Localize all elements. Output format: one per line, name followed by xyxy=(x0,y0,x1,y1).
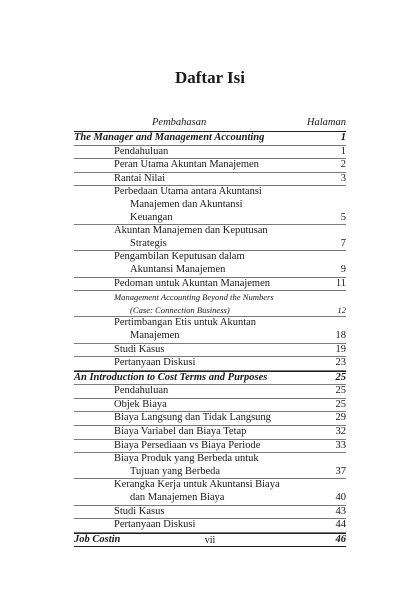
toc-entry-row xyxy=(74,251,346,264)
toc-entry-title: Pedoman untuk Akuntan Manajemen xyxy=(114,277,271,289)
toc-entry-page: 25 xyxy=(335,371,346,383)
page-number: vii xyxy=(204,535,216,546)
toc-entry-row xyxy=(74,173,346,187)
toc-entry-row xyxy=(74,440,346,454)
toc-entry-row xyxy=(74,492,346,506)
toc-entry-title: Pengambilan Keputusan dalam xyxy=(114,251,245,263)
toc-entry-page: 33 xyxy=(335,439,346,451)
toc-entry-row xyxy=(74,186,346,199)
toc-entry-page: 32 xyxy=(335,426,346,438)
toc-entry-title: Peran Utama Akuntan Manajemen xyxy=(114,159,259,171)
toc-entry-title: Pertimbangan Etis untuk Akuntan xyxy=(114,317,257,329)
toc-entry-title: Manajemen dan Akuntansi xyxy=(130,198,243,210)
toc-entry-title: Pertanyaan Diskusi xyxy=(114,357,196,369)
toc-entry-row xyxy=(74,159,346,173)
toc-entry-title: Biaya Langsung dan Tidak Langsung xyxy=(114,412,271,424)
toc-entry-title: Studi Kasus xyxy=(114,505,165,517)
toc-entry-row xyxy=(74,225,346,238)
toc-entry-row xyxy=(74,317,346,330)
toc-entry-title: Keuangan xyxy=(130,211,173,223)
toc-rows xyxy=(74,132,346,547)
toc-entry-title: Management Accounting Beyond the Numbers xyxy=(114,292,274,303)
toc-entry-row xyxy=(74,479,346,492)
toc-entry-page: 44 xyxy=(335,519,346,531)
toc-entry-title: Biaya Persediaan vs Biaya Periode xyxy=(114,439,261,451)
toc-entry-page: 37 xyxy=(335,465,346,477)
toc-entry-row xyxy=(74,199,346,212)
toc-entry-title: Kerangka Kerja untuk Akuntansi Biaya xyxy=(114,479,280,491)
toc-entry-row xyxy=(74,238,346,252)
toc-entry-title: Job Costin xyxy=(74,533,121,545)
toc-entry-row xyxy=(74,212,346,226)
toc-entry-page: 9 xyxy=(340,263,346,275)
toc-chapter-row xyxy=(74,132,346,146)
toc-entry-title: Akuntansi Manajemen xyxy=(130,263,226,275)
toc-entry-page: 46 xyxy=(335,533,346,545)
toc-header-topic: Pembahasan xyxy=(152,117,207,128)
toc-entry-title: Biaya Variabel dan Biaya Tetap xyxy=(114,426,247,438)
toc-entry-row xyxy=(74,519,346,533)
page-title: Daftar Isi xyxy=(174,68,246,87)
toc-entry-title: Biaya Produk yang Berbeda untuk xyxy=(114,453,259,465)
toc-entry-row xyxy=(74,426,346,440)
toc-entry-row xyxy=(74,466,346,480)
toc-entry-page: 12 xyxy=(337,304,346,315)
toc-entry-title: Akuntan Manajemen dan Keputusan xyxy=(114,225,268,237)
toc-entry-page: 7 xyxy=(340,237,346,249)
toc-entry-page: 40 xyxy=(335,492,346,504)
toc-entry-title: The Manager and Management Accounting xyxy=(74,132,265,143)
toc-entry-title: (Case: Connection Business) xyxy=(130,304,230,315)
toc-entry-page: 11 xyxy=(335,277,346,289)
toc-entry-row xyxy=(74,412,346,426)
toc-entry-title: Studi Kasus xyxy=(114,343,165,355)
toc-entry-title: Manajemen xyxy=(130,329,180,341)
toc-entry-row xyxy=(74,453,346,466)
toc-entry-page: 18 xyxy=(335,329,346,341)
toc-entry-title: dan Manajemen Biaya xyxy=(130,492,225,504)
table-of-contents xyxy=(74,115,346,547)
toc-entry-title: Objek Biaya xyxy=(114,398,167,410)
toc-entry-title: Rantai Nilai xyxy=(114,172,166,184)
toc-entry-row xyxy=(74,304,346,318)
toc-entry-title: Tujuan yang Berbeda xyxy=(130,465,221,477)
toc-chapter-row xyxy=(74,371,346,386)
toc-entry-row xyxy=(74,278,346,292)
toc-entry-page: 43 xyxy=(335,505,346,517)
toc-entry-title: Pendahuluan xyxy=(114,385,169,397)
toc-entry-page: 29 xyxy=(335,412,346,424)
toc-entry-title: Pendahuluan xyxy=(114,145,169,157)
toc-header xyxy=(74,115,346,132)
toc-entry-row xyxy=(74,330,346,344)
toc-entry-title: Pertanyaan Diskusi xyxy=(114,519,196,531)
toc-entry-page: 5 xyxy=(340,211,346,223)
toc-entry-page: 25 xyxy=(335,398,346,410)
toc-entry-page: 1 xyxy=(340,145,346,157)
toc-entry-title: Perbedaan Utama antara Akuntansi xyxy=(114,186,262,198)
toc-header-page: Halaman xyxy=(306,117,346,128)
toc-entry-row xyxy=(74,506,346,520)
toc-entry-row xyxy=(74,264,346,278)
toc-entry-page: 23 xyxy=(335,357,346,369)
toc-entry-row xyxy=(74,344,346,358)
toc-entry-title: Strategis xyxy=(130,237,167,249)
toc-entry-row xyxy=(74,291,346,304)
toc-entry-page: 2 xyxy=(340,159,346,171)
toc-entry-page: 19 xyxy=(335,343,346,355)
toc-entry-page: 3 xyxy=(340,172,346,184)
toc-entry-row xyxy=(74,399,346,413)
toc-entry-page: 25 xyxy=(335,385,346,397)
toc-entry-row xyxy=(74,385,346,399)
toc-entry-page: 1 xyxy=(340,132,346,143)
toc-entry-row xyxy=(74,146,346,160)
toc-entry-title: An Introduction to Cost Terms and Purposes xyxy=(74,371,268,383)
toc-entry-row xyxy=(74,357,346,371)
